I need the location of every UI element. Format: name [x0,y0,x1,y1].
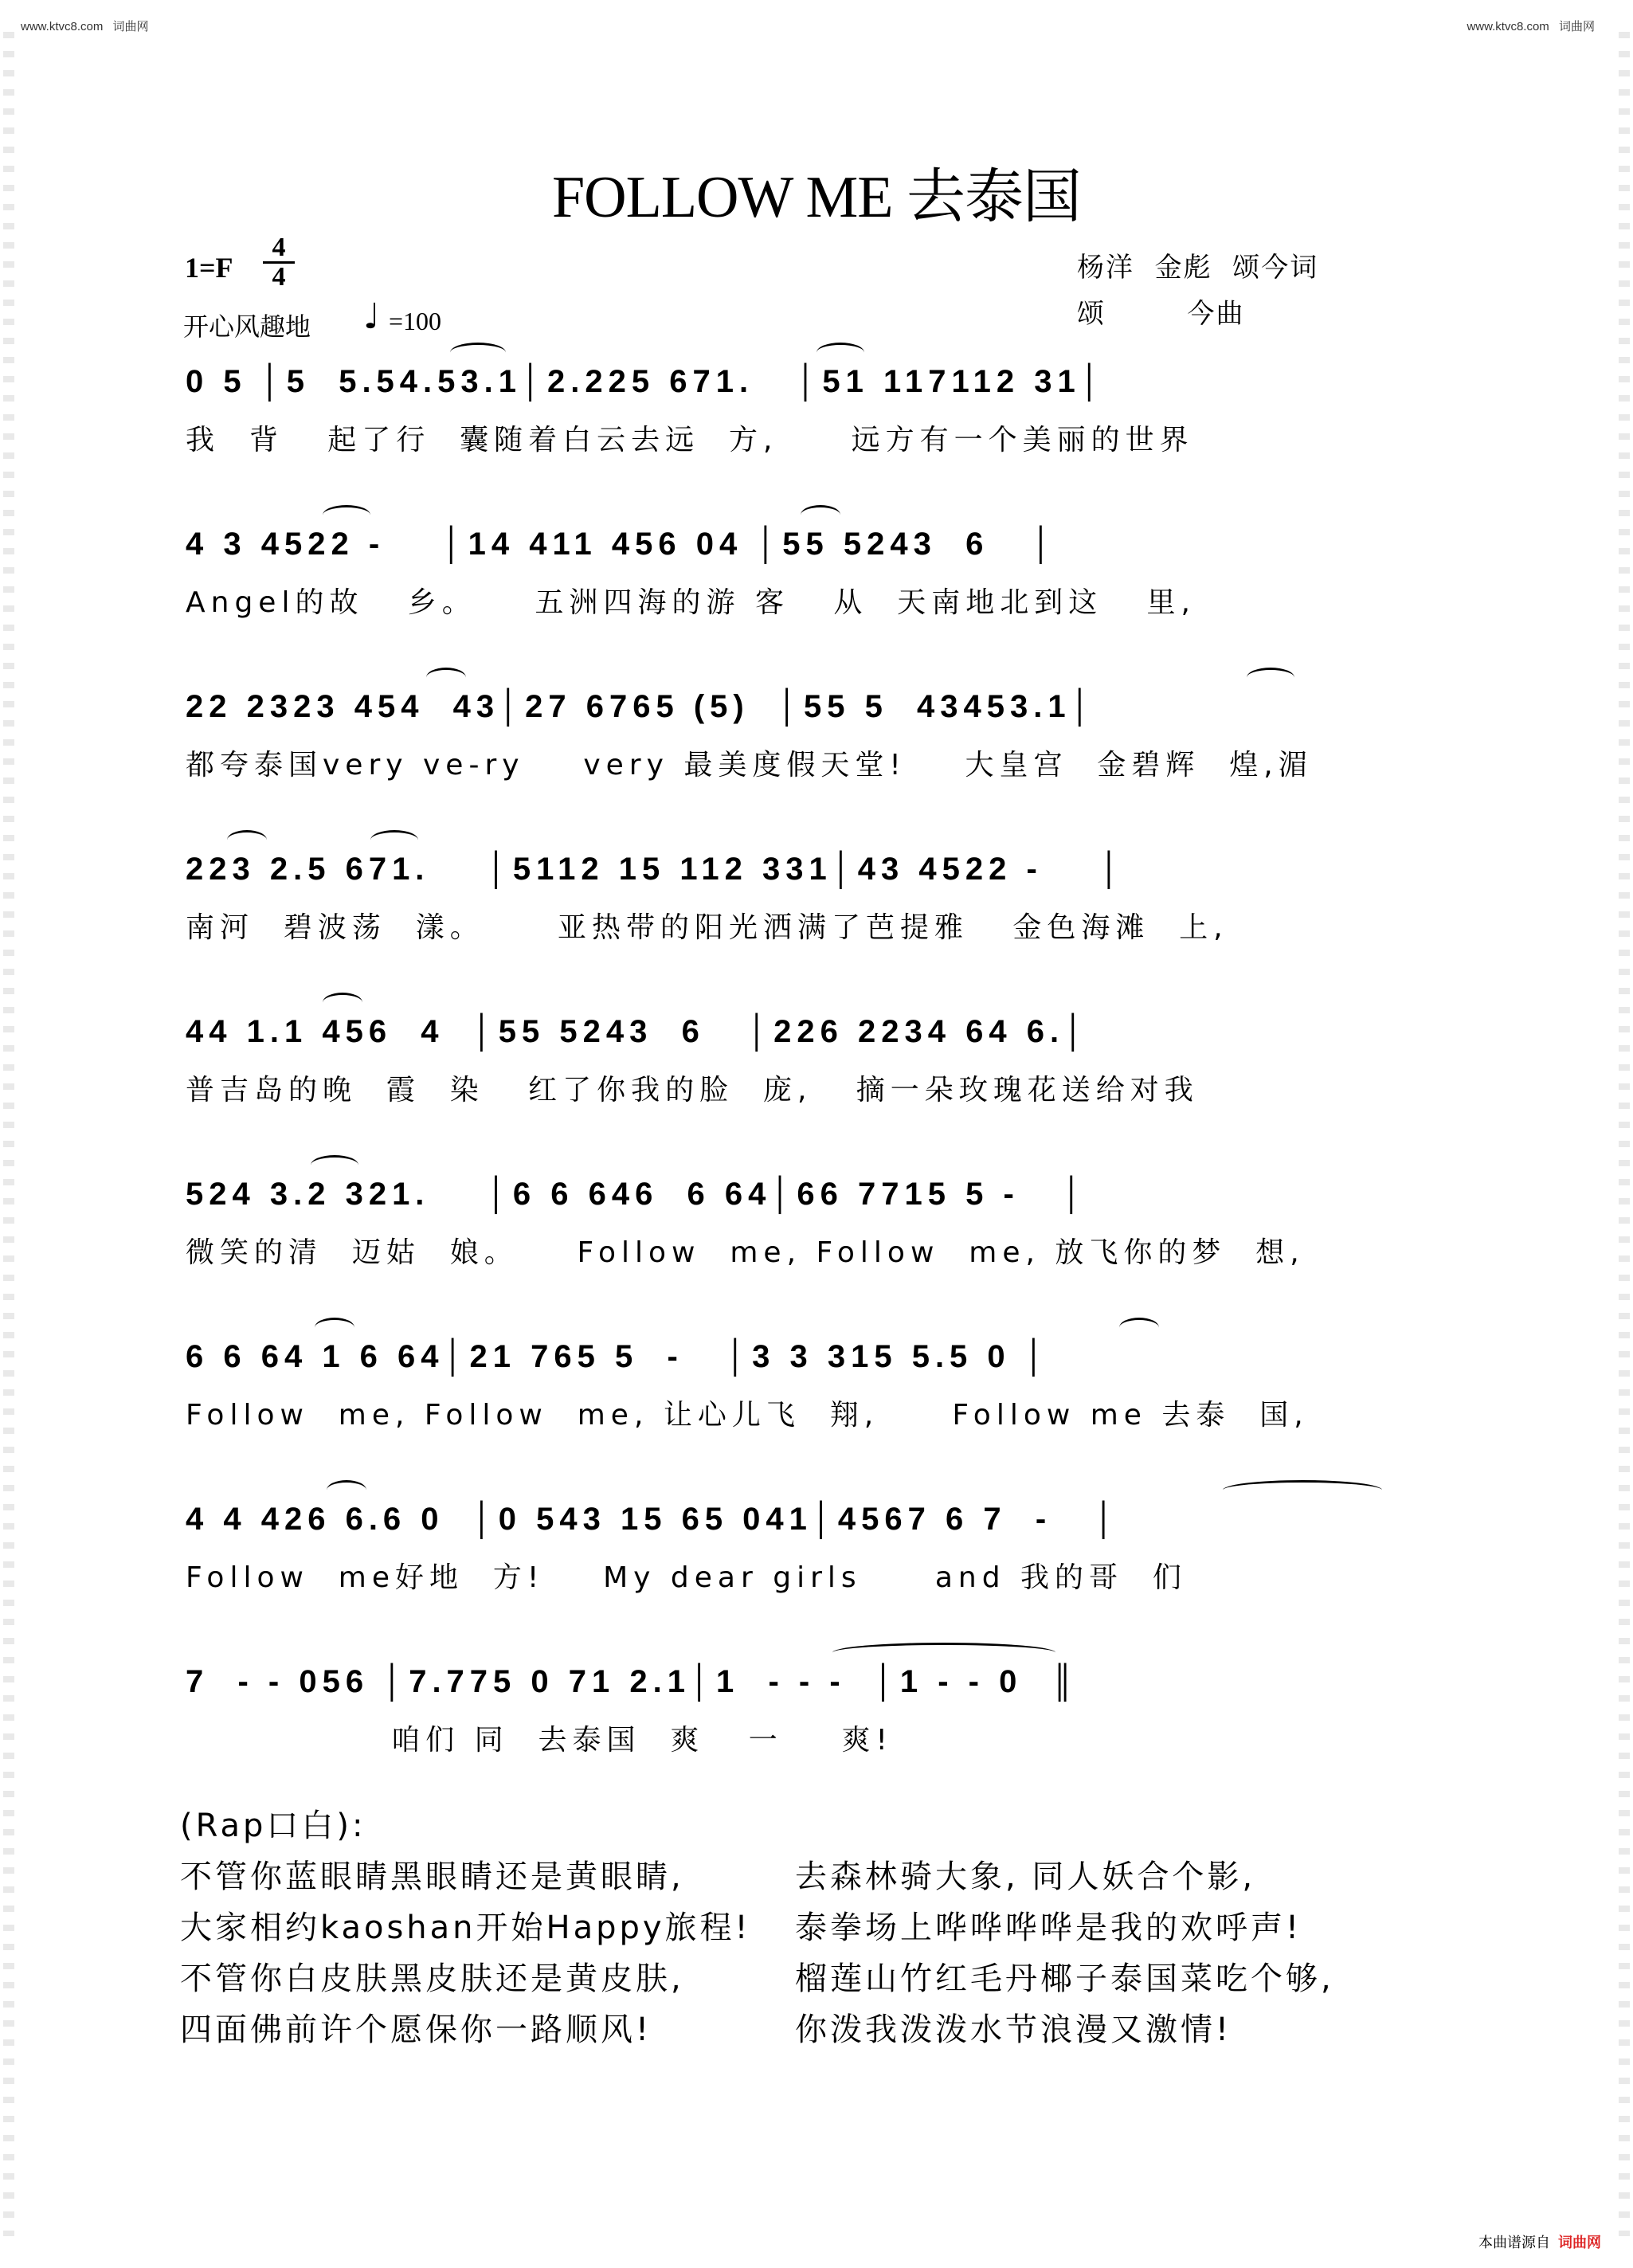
slur [1247,668,1294,687]
lyric-line: 微笑的清 迈姑 娘。 Follow me, Follow me, 放飞你的梦 想, [186,1236,1305,1269]
site-name: 词曲网 [1558,20,1595,33]
lyric-line: Follow me, Follow me, 让心儿飞 翔, Follow me 去泰 国, [186,1399,1309,1432]
rap-line: 不管你白皮肤黑皮肤还是黄皮肤, [180,1961,684,1997]
slur [323,505,370,525]
tempo-value: =100 [389,307,442,335]
time-sig-bottom: 4 [272,262,286,292]
notation-line: 0 5 │5 5.54.53.1│2.225 671. │51 117112 31│ [186,364,1106,399]
lyric-line: 我 背 起了行 囊随着白云去远 方, 远方有一个美丽的世界 [186,424,1194,456]
slur [370,830,418,850]
slur [327,1480,366,1500]
site-domain: www.ktvc8.com [1467,20,1549,33]
footer-brand-link[interactable]: 词曲网 [1558,2235,1601,2251]
slur [315,1318,354,1338]
slur [1119,1318,1159,1338]
rap-line: 泰拳场上哗哗哗哗是我的欢呼声! [795,1910,1302,1946]
rap-line: 四面佛前许个愿保你一路顺风! [180,2011,652,2048]
slur [816,343,864,362]
site-name: 词曲网 [112,20,149,33]
score-row-4 [179,841,1402,944]
site-header-left [21,18,155,34]
score-row-3 [179,679,1402,781]
score-row-2 [179,516,1402,619]
composer-credit: 颂 今曲 [1077,298,1245,330]
rap-line: 你泼我泼泼水节浪漫又激情! [795,2011,1232,2048]
site-header-right [1467,18,1601,34]
notation-line: 223 2.5 671. │5112 15 112 331│43 4522 - │ [186,852,1126,887]
notation-line: 6 6 64 1 6 64│21 765 5 - │3 3 315 5.5 0 │ [186,1339,1051,1374]
notation-line: 44 1.1 456 4 │55 5243 6 │226 2234 64 6.│ [186,1014,1091,1049]
rap-heading: (Rap口白): [180,1808,366,1844]
left-watermark-band [3,32,14,2236]
right-watermark-band [1619,32,1630,2236]
lyric-line: 南河 碧波荡 漾。 亚热带的阳光洒满了芭提雅 金色海滩 上, [186,911,1228,944]
rap-line: 大家相约kaoshan开始Happy旅程! [180,1910,751,1946]
lyric-line: Angel的故 乡。 五洲四海的游 客 从 天南地北到这 里, [186,586,1196,619]
slur [801,505,840,525]
quarter-note-icon: ♩ [363,296,380,337]
song-title: FOLLOW ME 去泰国 [552,165,1081,230]
tempo-marking: 开心风趣地 [183,311,311,342]
key-signature: 1=F [185,252,233,284]
rap-line: 榴莲山竹红毛丹椰子泰国菜吃个够, [795,1961,1334,1997]
notation-line: 7 - - 056 │7.775 0 71 2.1│1 - - - │1 - - 0 ║ [186,1664,1079,1699]
score-row-8 [179,1491,1402,1594]
slur [1223,1480,1382,1500]
footer-credit [1478,2231,1601,2252]
footer-source: 本曲谱源自 [1478,2235,1550,2251]
lyricist-credit: 杨洋 金彪 颂今词 [1077,252,1319,284]
score-row-6 [179,1166,1402,1269]
lyric-line: Follow me好地 方! My dear girls and 我的哥 们 [186,1561,1187,1594]
notation-line: 524 3.2 321. │6 6 646 6 64│66 7715 5 - │ [186,1177,1089,1212]
site-domain: www.ktvc8.com [21,20,104,33]
rap-line: 去森林骑大象, 同人妖合个影, [795,1859,1256,1895]
notation-line: 22 2323 454 43│27 6765 (5) │55 5 43453.1│ [186,689,1097,724]
slur [426,668,466,687]
slur [311,1155,358,1175]
score-row-5 [179,1004,1402,1107]
lyric-line: 普吉岛的晚 霞 染 红了你我的脸 庞, 摘一朵玫瑰花送给对我 [186,1074,1199,1107]
lyric-line: 咱们 同 去泰国 爽 一 爽! [186,1724,893,1757]
notation-line: 4 3 4522 - │14 411 456 04 │55 5243 6 │ [186,527,1058,562]
score-row-1 [179,354,1402,456]
slur [450,343,506,362]
lyric-line: 都夸泰国very ve-ry very 最美度假天堂! 大皇宫 金碧辉 煌,湄 [186,749,1313,781]
time-signature [263,234,295,291]
time-sig-top: 4 [263,234,295,264]
score-row-9 [179,1654,1402,1757]
rap-line: 不管你蓝眼睛黑眼睛还是黄眼睛, [180,1859,684,1895]
slur [832,1643,1055,1663]
slur [323,993,362,1013]
notation-line: 4 4 426 6.6 0 │0 543 15 65 041│4567 6 7 - │ [186,1502,1121,1537]
score-row-7 [179,1329,1402,1432]
slur [227,830,267,850]
